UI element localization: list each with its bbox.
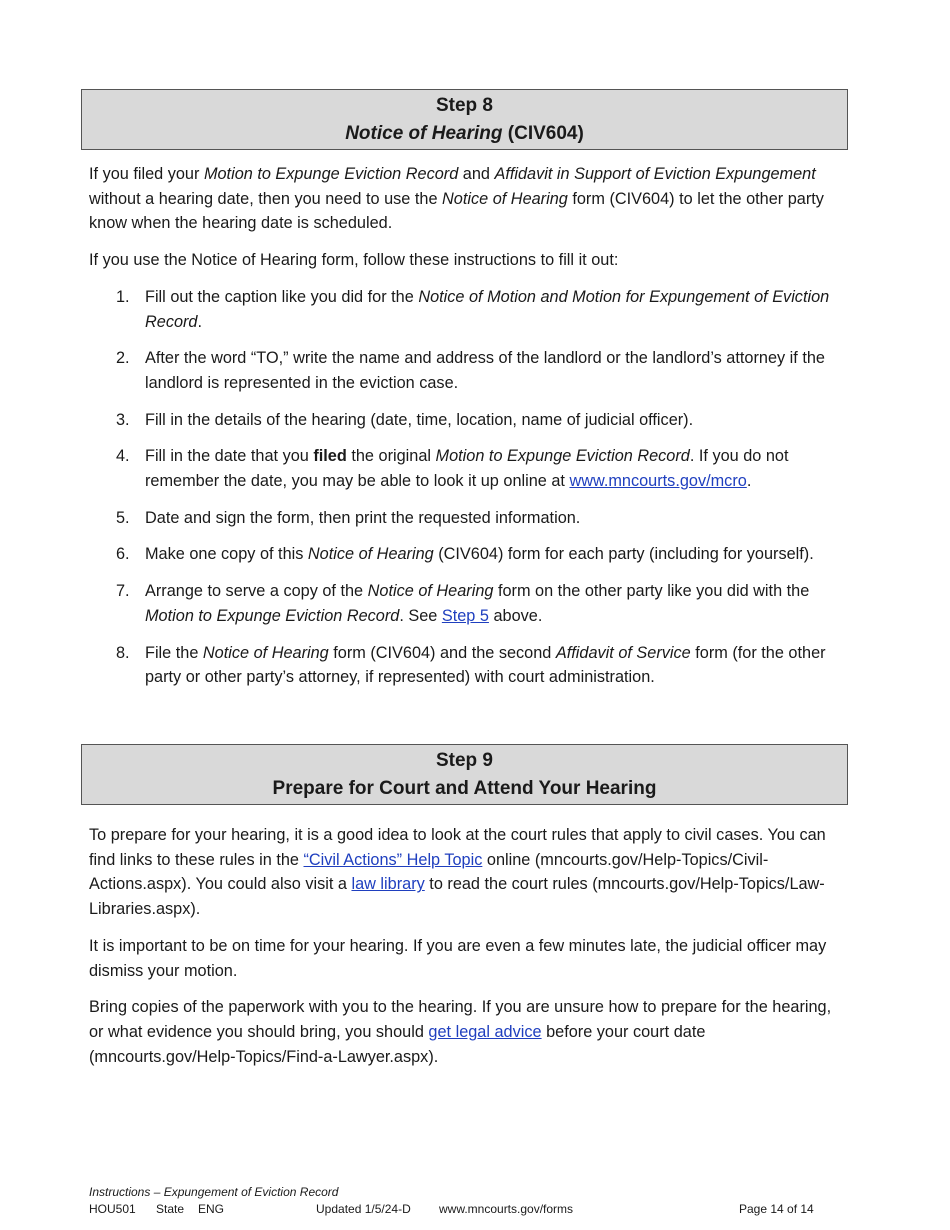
list-item: 8. File the Notice of Hearing form (CIV604) and the second Affidavit of Service form (for the other party or other party’s attorney, if represented) with court administration. bbox=[116, 643, 826, 687]
list-item: 7. Arrange to serve a copy of the Notice of Hearing form on the other party like you did with the Motion to Expunge Eviction Record. See Step 5 above. bbox=[116, 582, 810, 625]
legal-advice-link[interactable]: get legal advice bbox=[428, 1022, 542, 1041]
step-9-paperwork-paragraph: Bring copies of the paperwork with you to the hearing. If you are unsure how to prepare for the hearing, or what evidence you should bring, you should get legal advice before your court date (mncourts.gov/Help-Topics/Find-a-Lawyer.aspx). bbox=[89, 998, 832, 1066]
step-9-on-time-paragraph: It is important to be on time for your hearing. If you are even a few minutes late, the judicial officer may dismiss your motion. bbox=[89, 936, 827, 980]
step-9-rules-paragraph: To prepare for your hearing, it is a good idea to look at the court rules that apply to civil cases. You can find links to these rules in the “Civil Actions” Help Topic online (mncourts.gov/Help-Topics/Civil-Actions.aspx). You could also visit a law library to read the court rules (mncourts.gov/Help-Topics/Law-Libraries.aspx). bbox=[89, 826, 826, 919]
step-5-link[interactable]: Step 5 bbox=[441, 606, 489, 625]
footer-info-row bbox=[89, 1201, 849, 1218]
step-9-header bbox=[81, 744, 848, 805]
step-9-title: Prepare for Court and Attend Your Hearing bbox=[272, 778, 657, 799]
footer-url: www.mncourts.gov/forms bbox=[439, 1202, 574, 1216]
step-8-instruction-list bbox=[89, 285, 841, 690]
step-8-title: Notice of Hearing (CIV604) bbox=[345, 123, 584, 144]
list-item: 3. Fill in the details of the hearing (date, time, location, name of judicial officer). bbox=[116, 410, 694, 429]
civil-actions-help-topic-link[interactable]: “Civil Actions” Help Topic bbox=[303, 850, 483, 869]
list-item: 1. Fill out the caption like you did for the Notice of Motion and Motion for Expungement of Eviction Record. bbox=[116, 287, 830, 331]
footer-form-code: HOU501 bbox=[89, 1202, 136, 1216]
footer-title: Instructions – Expungement of Eviction Record bbox=[89, 1185, 339, 1199]
mcro-link[interactable]: www.mncourts.gov/mcro bbox=[569, 472, 747, 491]
list-item: 6. Make one copy of this Notice of Hearing (CIV604) form for each party (including for yourself). bbox=[116, 545, 814, 564]
list-item: 5. Date and sign the form, then print the requested information. bbox=[116, 508, 581, 527]
law-library-link[interactable]: law library bbox=[351, 875, 425, 894]
footer-page-number: Page 14 of 14 bbox=[739, 1202, 814, 1216]
footer-jurisdiction: State bbox=[156, 1202, 185, 1216]
step-8-instructions-lead: If you use the Notice of Hearing form, follow these instructions to fill it out: bbox=[89, 251, 619, 270]
footer-language: ENG bbox=[198, 1202, 225, 1216]
step-8-header bbox=[81, 89, 848, 150]
step-8-heading: Step 8 bbox=[435, 95, 494, 116]
step-9-heading: Step 9 bbox=[435, 750, 494, 771]
list-item: 2. After the word “TO,” write the name and address of the landlord or the landlord’s attorney if the landlord is represented in the eviction case. bbox=[116, 349, 825, 392]
footer-updated: Updated 1/5/24-D bbox=[316, 1202, 411, 1216]
list-item: 4. Fill in the date that you filed the original Motion to Expunge Eviction Record. If you do not remember the date, you may be able to look it up online at www.mncourts.gov/mcro. bbox=[116, 447, 789, 491]
step-8-body bbox=[89, 162, 841, 702]
page-footer bbox=[89, 1184, 849, 1218]
step-9-body bbox=[89, 823, 841, 1081]
step-8-intro-paragraph: If you filed your Motion to Expunge Eviction Record and Affidavit in Support of Eviction Expungement without a hearing date, then you need to use the Notice of Hearing form (CIV604) to let the other party know when the hearing date is scheduled. bbox=[89, 165, 824, 233]
